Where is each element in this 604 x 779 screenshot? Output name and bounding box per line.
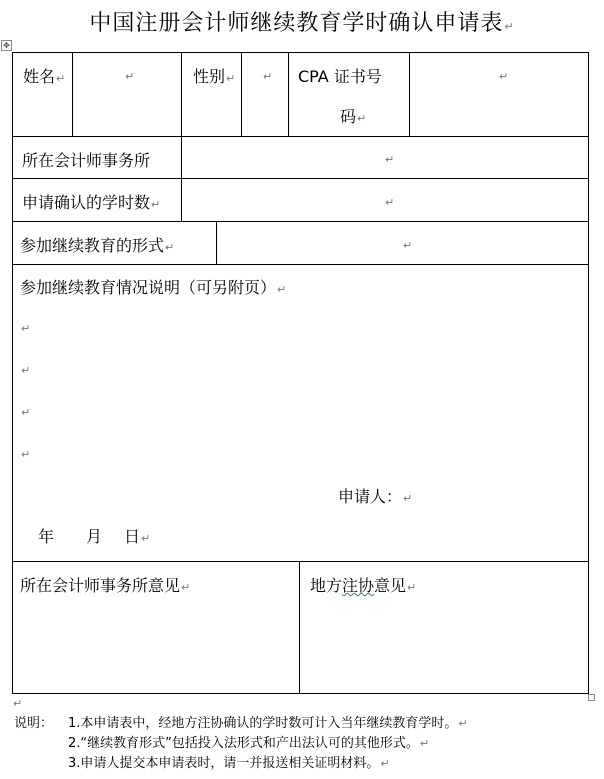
local-association-opinion-label: 地方注协意见↵ <box>310 576 417 595</box>
note-item: 说明： 1.本申请表中，经地方注协确认的学时数可计入当年继续教育学时。↵ <box>14 716 468 731</box>
cpa-number-label: CPA 证书号 <box>298 67 382 86</box>
table-move-handle-icon[interactable]: ✥ <box>1 40 12 51</box>
name-label: 姓名↵ <box>23 67 66 86</box>
hours-label: 申请确认的学时数↵ <box>22 193 161 212</box>
col-divider <box>72 52 73 136</box>
firm-value-field[interactable]: ↵ <box>385 153 395 166</box>
date-day-label: 日↵ <box>124 527 151 546</box>
cpa-number-value-field[interactable]: ↵ <box>499 70 509 83</box>
education-form-value-field[interactable]: ↵ <box>403 239 413 252</box>
row-divider <box>12 561 589 562</box>
notes-section <box>14 714 468 774</box>
form-title: 中国注册会计师继续教育学时确认申请表↵ <box>89 11 515 36</box>
name-value-field[interactable]: ↵ <box>125 70 135 83</box>
row-divider <box>12 136 589 137</box>
spellcheck-underline: 注协 <box>342 576 375 595</box>
gender-label: 性别↵ <box>193 67 236 86</box>
row-divider <box>12 264 589 265</box>
firm-label: 所在会计师事务所 <box>22 151 151 170</box>
description-line[interactable]: ↵ <box>21 406 31 419</box>
gender-value-field[interactable]: ↵ <box>263 70 273 83</box>
firm-opinion-label: 所在会计师事务所意见↵ <box>20 576 191 595</box>
description-line[interactable]: ↵ <box>21 322 31 335</box>
description-line[interactable]: ↵ <box>21 448 31 461</box>
row-divider <box>12 178 589 179</box>
col-divider <box>181 52 182 136</box>
note-item: 3.申请人提交本申请表时，请一并报送相关证明材料。↵ <box>68 756 390 771</box>
col-divider <box>241 52 242 136</box>
table-resize-handle[interactable] <box>588 694 595 701</box>
row-divider <box>12 221 589 222</box>
date-month-label: 月 <box>86 527 103 546</box>
col-divider <box>409 52 410 136</box>
col-divider <box>288 52 289 136</box>
date-year-label: 年 <box>38 527 55 546</box>
cpa-number-label-cont: 码↵ <box>340 107 367 126</box>
note-item: 2.“继续教育形式”包括投入法形式和产出法认可的其他形式。↵ <box>68 736 430 751</box>
applicant-signature-label: 申请人：↵ <box>338 487 413 506</box>
col-divider <box>181 136 182 221</box>
col-divider <box>216 221 217 264</box>
description-label: 参加继续教育情况说明（可另附页）↵ <box>20 278 287 297</box>
col-divider <box>299 561 300 694</box>
hours-value-field[interactable]: ↵ <box>385 196 395 209</box>
paragraph-mark: ↵ <box>13 697 23 710</box>
education-form-label: 参加继续教育的形式↵ <box>20 236 175 255</box>
description-line[interactable]: ↵ <box>21 364 31 377</box>
